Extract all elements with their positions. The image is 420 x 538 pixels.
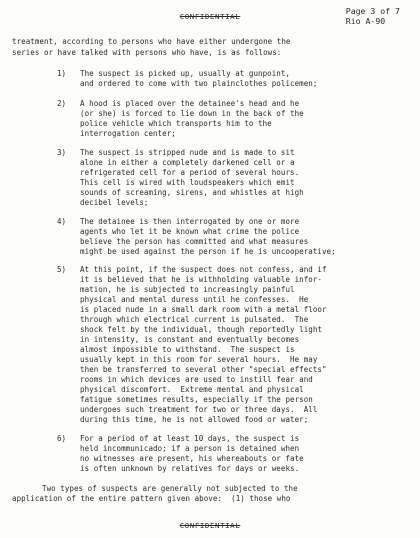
item-line: For a period of at least 10 days, the suspect is [80,434,300,443]
item-line: (or she) is forced to lie down in the back of the [80,109,304,118]
item-line: sounds of screaming, sirens, and whistles at high [80,188,304,197]
item-line: during this time, he is not allowed food or water; [80,415,309,424]
item-line: The suspect is stripped nude and is made to sit [80,148,295,157]
classification-header: CONFIDENTIAL [179,12,241,21]
item-number: 2) [57,99,67,108]
item-line: is placed nude in a small dark room with a metal floor [80,305,327,314]
closing-line: Two types of suspects are generally not subjected to the [42,484,298,493]
item-line: refrigerated cell for a period of several hours. [80,168,300,177]
item-line: agents who let it be known what crime the police [80,227,300,236]
item-line: usually kept in this room for several hours. He may [80,355,318,364]
item-line: rooms in which devices are used to instill fear and [80,375,313,384]
item-line: police vehicle which transports him to the [80,119,272,128]
item-number: 1) [57,69,67,78]
item-line: physical and mental duress until he confesses. He [80,295,309,304]
item-line: undergoes such treatment for two or three days. All [80,405,318,414]
document-ref: Rio A-90 [345,16,386,26]
item-line: no witnesses are present, his whereabouts or fate [80,454,304,463]
item-line: it is believed that he is withholding valuable infor- [80,275,322,284]
item-line: then be transferred to several other "special effects" [80,365,327,374]
intro-line: series or have talked with persons who have, is as follows: [12,48,282,57]
item-line: believe the person has committed and what measures [80,237,309,246]
item-line: is often unknown by relatives for days or weeks. [80,464,300,473]
item-number: 4) [57,217,67,226]
item-line: alone in either a completely darkened cell or a [80,158,295,167]
item-line: and ordered to come with two plainclothes policemen; [80,79,318,88]
intro-line: treatment, according to persons who have either undergone the [12,37,291,46]
item-line: almost impossible to withstand. The suspect is [80,345,295,354]
item-line: fatigue sometimes results, especially if the person [80,395,313,404]
closing-line: application of the entire pattern given above: (1) those who [12,494,291,503]
item-line: through which electrical current is pulsated. The [80,315,309,324]
item-line: physical discomfort. Extreme mental and physical [80,385,304,394]
item-number: 5) [57,265,67,274]
item-number: 6) [57,434,67,443]
item-line: held incommunicado; if a person is detained when [80,444,300,453]
page-reference [346,6,400,26]
item-line: decibel levels; [80,198,149,207]
item-line: interrogation center; [80,129,176,138]
item-line: At this point, if the suspect does not confess, and if [80,265,327,274]
item-line: This cell is wired with loudspeakers which emit [80,178,295,187]
item-number: 3) [57,148,67,157]
item-line: might be used against the person if he is uncooperative; [80,247,336,256]
classification-footer: CONFIDENTIAL [179,521,241,530]
item-line: shock felt by the individual, though reportedly light [80,325,322,334]
item-line: The suspect is picked up, usually at gunpoint, [80,69,291,78]
item-line: The detainee is then interrogated by one or more [80,217,300,226]
item-line: in intensity, is constant and eventually becomes [80,335,300,344]
item-line: mation, he is subjected to increasingly painful [80,285,295,294]
item-line: A hood is placed over the detainee's head and he [80,99,300,108]
page-label: Page 3 of 7 [345,6,400,16]
